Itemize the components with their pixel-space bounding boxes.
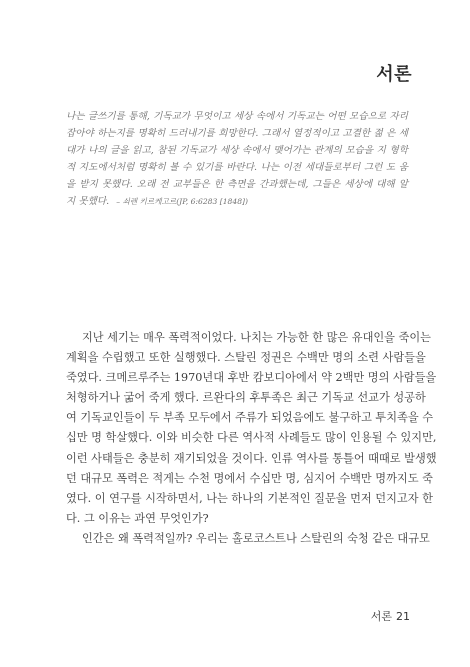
epigraph-line: 움을 받지 못했다. 오래 전 교부들은 한 측면을 간과했는데, 그들은 세상에 대해 알 <box>66 162 408 190</box>
epigraph-line: 지 못했다. <box>66 196 110 207</box>
body-line: 처형하거나 굶어 죽게 했다. 르완다의 후투족은 최근 기독교 선교가 성공하 <box>66 391 426 405</box>
body-line: 계획을 수립했고 또한 실행했다. 스탈린 정권은 수백만 명의 소련 사람들을 <box>66 351 426 365</box>
body-line: 지난 세기는 매우 폭력적이었다. 나치는 가능한 한 많은 유대인을 죽이는 <box>82 331 431 344</box>
epigraph-line: 은 세대가 나의 글을 읽고, 참된 기독교가 세상 속에서 맺어가는 관계의 모습을 지 <box>66 128 408 156</box>
body-paragraphs <box>66 328 437 549</box>
epigraph-line: 나는 글쓰기를 통해, 기독교가 무엇이고 세상 속에서 기독교는 어떤 모습으로 <box>66 111 387 122</box>
body-line: 던 대규모 폭력은 적게는 수천 명에서 수십만 명, 심지어 수백만 명까지도 죽 <box>66 471 433 485</box>
body-line: 다. 그 이유는 과연 무엇인가? <box>66 511 209 525</box>
body-line: 십만 명 학살했다. 이와 비슷한 다른 역사적 사례들도 많이 인용될 수 있지만, <box>66 431 437 445</box>
body-line: 여 기독교인들이 두 부족 모두에서 주류가 되었음에도 불구하고 투치족을 수 <box>66 411 434 425</box>
epigraph-line: 형학적 지도에서처럼 명확히 볼 수 있기를 바란다. 나는 이전 세대들로부터 그런 도 <box>66 145 408 173</box>
page-number: 21 <box>396 610 410 623</box>
body-line: 이런 사태들은 충분히 재기되었을 것이다. 인류 역사를 통틀어 때때로 발생했 <box>66 451 437 465</box>
body-line: 인간은 왜 폭력적일까? 우리는 홀로코스트나 스탈린의 숙청 같은 대규모 <box>82 531 430 545</box>
running-footer-section: 서론 <box>370 610 392 623</box>
epigraph-source: – 쇠렌 키르케고르(JP, 6:6283 [1848]) <box>116 197 248 206</box>
page-footer <box>371 608 410 624</box>
body-line: 죽였다. 크메르루주는 1970년대 후반 캄보디아에서 약 2백만 명의 사람들을 <box>66 371 437 385</box>
chapter-title: 서론 <box>376 64 412 85</box>
body-line: 였다. 이 연구를 시작하면서, 나는 하나의 기본적인 질문을 먼저 던지고자 한 <box>66 491 433 505</box>
epigraph-quote <box>66 108 408 210</box>
epigraph-line: 자리잡아야 하는지를 명확히 드러내기를 희망한다. 그래서 열정적이고 고결한 젊 <box>66 111 408 139</box>
